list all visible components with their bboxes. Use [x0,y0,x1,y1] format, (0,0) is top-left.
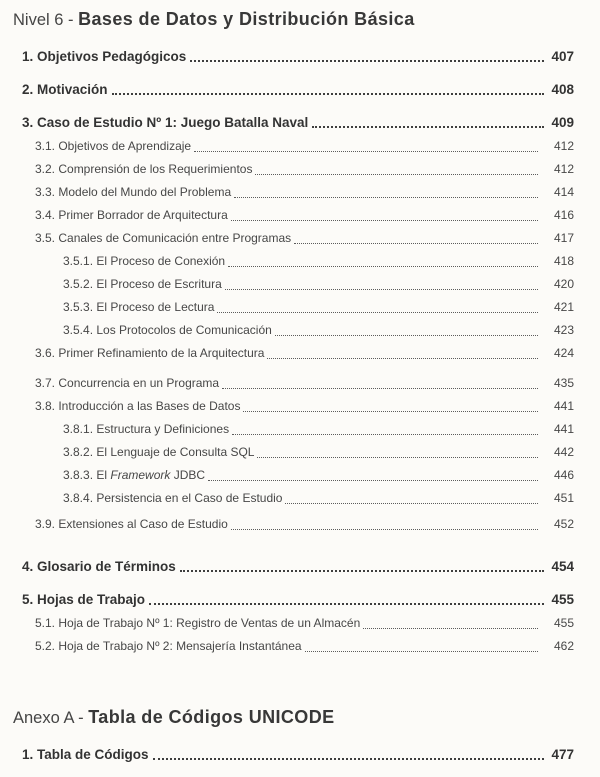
toc-entry [22,746,574,763]
toc-entry [35,185,574,200]
dot-leader [257,457,538,458]
toc-entry-page: 442 [553,445,574,459]
toc-entry-page: 408 [551,82,574,97]
toc-entry-label: 5.1. Hoja de Trabajo Nº 1: Registro de Ventas de un Almacén [35,616,361,630]
section-heading-title: Tabla de Códigos UNICODE [88,707,335,727]
toc-entry-label: 3.3. Modelo del Mundo del Problema [35,185,232,199]
toc-entry [22,591,574,608]
toc-entry-page: 446 [553,468,574,482]
dot-leader [285,503,538,504]
toc-entry-label-part: 3.8.3. El [63,468,111,482]
toc-entry [35,517,574,532]
dot-leader [228,266,538,267]
toc-entry-page: 421 [553,300,574,314]
dot-leader [305,651,538,652]
dot-leader [312,126,544,128]
toc-entry-label: 3.8.1. Estructura y Definiciones [63,422,230,436]
toc-entry-label: 5. Hojas de Trabajo [22,592,146,607]
toc-entry [22,81,574,98]
toc-entry-label: 1. Objetivos Pedagógicos [22,49,187,64]
toc-entry [63,468,574,483]
toc-entry-label: 3.5.2. El Proceso de Escritura [63,277,222,291]
dot-leader [267,358,538,359]
toc-entry-page: 441 [553,399,574,413]
toc-entry-page: 423 [553,323,574,337]
toc-entry [35,231,574,246]
toc-entry-page: 412 [553,139,574,153]
toc-entry-label: 3.2. Comprensión de los Requerimientos [35,162,253,176]
dot-leader [225,289,538,290]
toc-entry-page: 435 [553,376,574,390]
dot-leader [255,174,538,175]
toc-entry-label: 3.5.4. Los Protocolos de Comunicación [63,323,272,337]
toc-entry [35,346,574,361]
toc-section-anexo-a [13,706,574,763]
toc-entry-label: 3.8. Introducción a las Bases de Datos [35,399,241,413]
toc-entries [13,48,574,654]
dot-leader [294,243,538,244]
toc-entry-label: 3.6. Primer Refinamiento de la Arquitectura [35,346,265,360]
section-heading [13,8,574,32]
dot-leader [112,93,544,95]
toc-entry-label [63,468,205,483]
toc-entry-page: 417 [553,231,574,245]
dot-leader [232,434,538,435]
toc-entry [35,139,574,154]
dot-leader [222,388,538,389]
toc-entry-label: 3.9. Extensiones al Caso de Estudio [35,517,228,531]
dot-leader [208,480,538,481]
toc-entry-label: 3.4. Primer Borrador de Arquitectura [35,208,228,222]
toc-entry [35,162,574,177]
toc-entry-label: 4. Glosario de Términos [22,559,176,574]
toc-entry-label: 3.5.3. El Proceso de Lectura [63,300,215,314]
toc-entry [35,639,574,654]
toc-entry-label: 1. Tabla de Códigos [22,747,149,762]
toc-entry [35,616,574,631]
toc-entry-page: 455 [553,616,574,630]
dot-leader [153,758,544,760]
toc-section-nivel-6 [13,8,574,654]
toc-entry-page: 412 [553,162,574,176]
toc-entry-page: 414 [553,185,574,199]
dot-leader [194,151,538,152]
dot-leader [234,197,538,198]
toc-entry [63,491,574,506]
dot-leader [180,570,544,572]
toc-entry [63,300,574,315]
toc-entry-label: 3.8.2. El Lenguaje de Consulta SQL [63,445,255,459]
section-heading-prefix: Nivel 6 - [13,11,79,29]
dot-leader [275,335,538,336]
dot-leader [231,529,538,530]
toc-entry-page: 420 [553,277,574,291]
toc-entry [63,323,574,338]
toc-entry [63,277,574,292]
toc-entry-page: 416 [553,208,574,222]
toc-entry-page: 452 [553,517,574,531]
toc-entry-label: 5.2. Hoja de Trabajo Nº 2: Mensajería Instantánea [35,639,302,653]
toc-entry [35,376,574,391]
toc-entry-label: 3.5. Canales de Comunicación entre Programas [35,231,292,245]
dot-leader [243,411,538,412]
toc-entry-page: 418 [553,254,574,268]
dot-leader [149,603,544,605]
toc-entry-page: 477 [551,747,574,762]
toc-entry [35,399,574,414]
section-heading-prefix: Anexo A - [13,709,89,727]
toc-entry-page: 455 [551,592,574,607]
toc-entry-label-part: JDBC [170,468,206,482]
dot-leader [231,220,538,221]
toc-entry [63,254,574,269]
dot-leader [217,312,538,313]
toc-entry [63,422,574,437]
toc-entry-page: 451 [553,491,574,505]
section-heading-title: Bases de Datos y Distribución Básica [78,9,415,29]
toc-entry [63,445,574,460]
toc-entry-page: 454 [551,559,574,574]
toc-entry-label: 3.5.1. El Proceso de Conexión [63,254,226,268]
toc-entry [22,558,574,575]
toc-entry-page: 424 [553,346,574,360]
toc-entry-page: 441 [553,422,574,436]
toc-entry [35,208,574,223]
toc-entries [13,746,574,763]
toc-entry-page: 462 [553,639,574,653]
dot-leader [190,60,544,62]
toc-entry-label: 3.8.4. Persistencia en el Caso de Estudio [63,491,283,505]
toc-entry-label: 3.7. Concurrencia en un Programa [35,376,220,390]
section-heading [13,706,574,730]
toc-entry-page: 407 [551,49,574,64]
toc-entry-label: 2. Motivación [22,82,108,97]
toc-entry [22,114,574,131]
toc-entry [22,48,574,65]
toc-entry-label: 3.1. Objetivos de Aprendizaje [35,139,192,153]
toc-entry-label-italic: Framework [110,468,171,482]
toc-entry-page: 409 [551,115,574,130]
toc-entry-label: 3. Caso de Estudio Nº 1: Juego Batalla Naval [22,115,309,130]
dot-leader [363,628,538,629]
